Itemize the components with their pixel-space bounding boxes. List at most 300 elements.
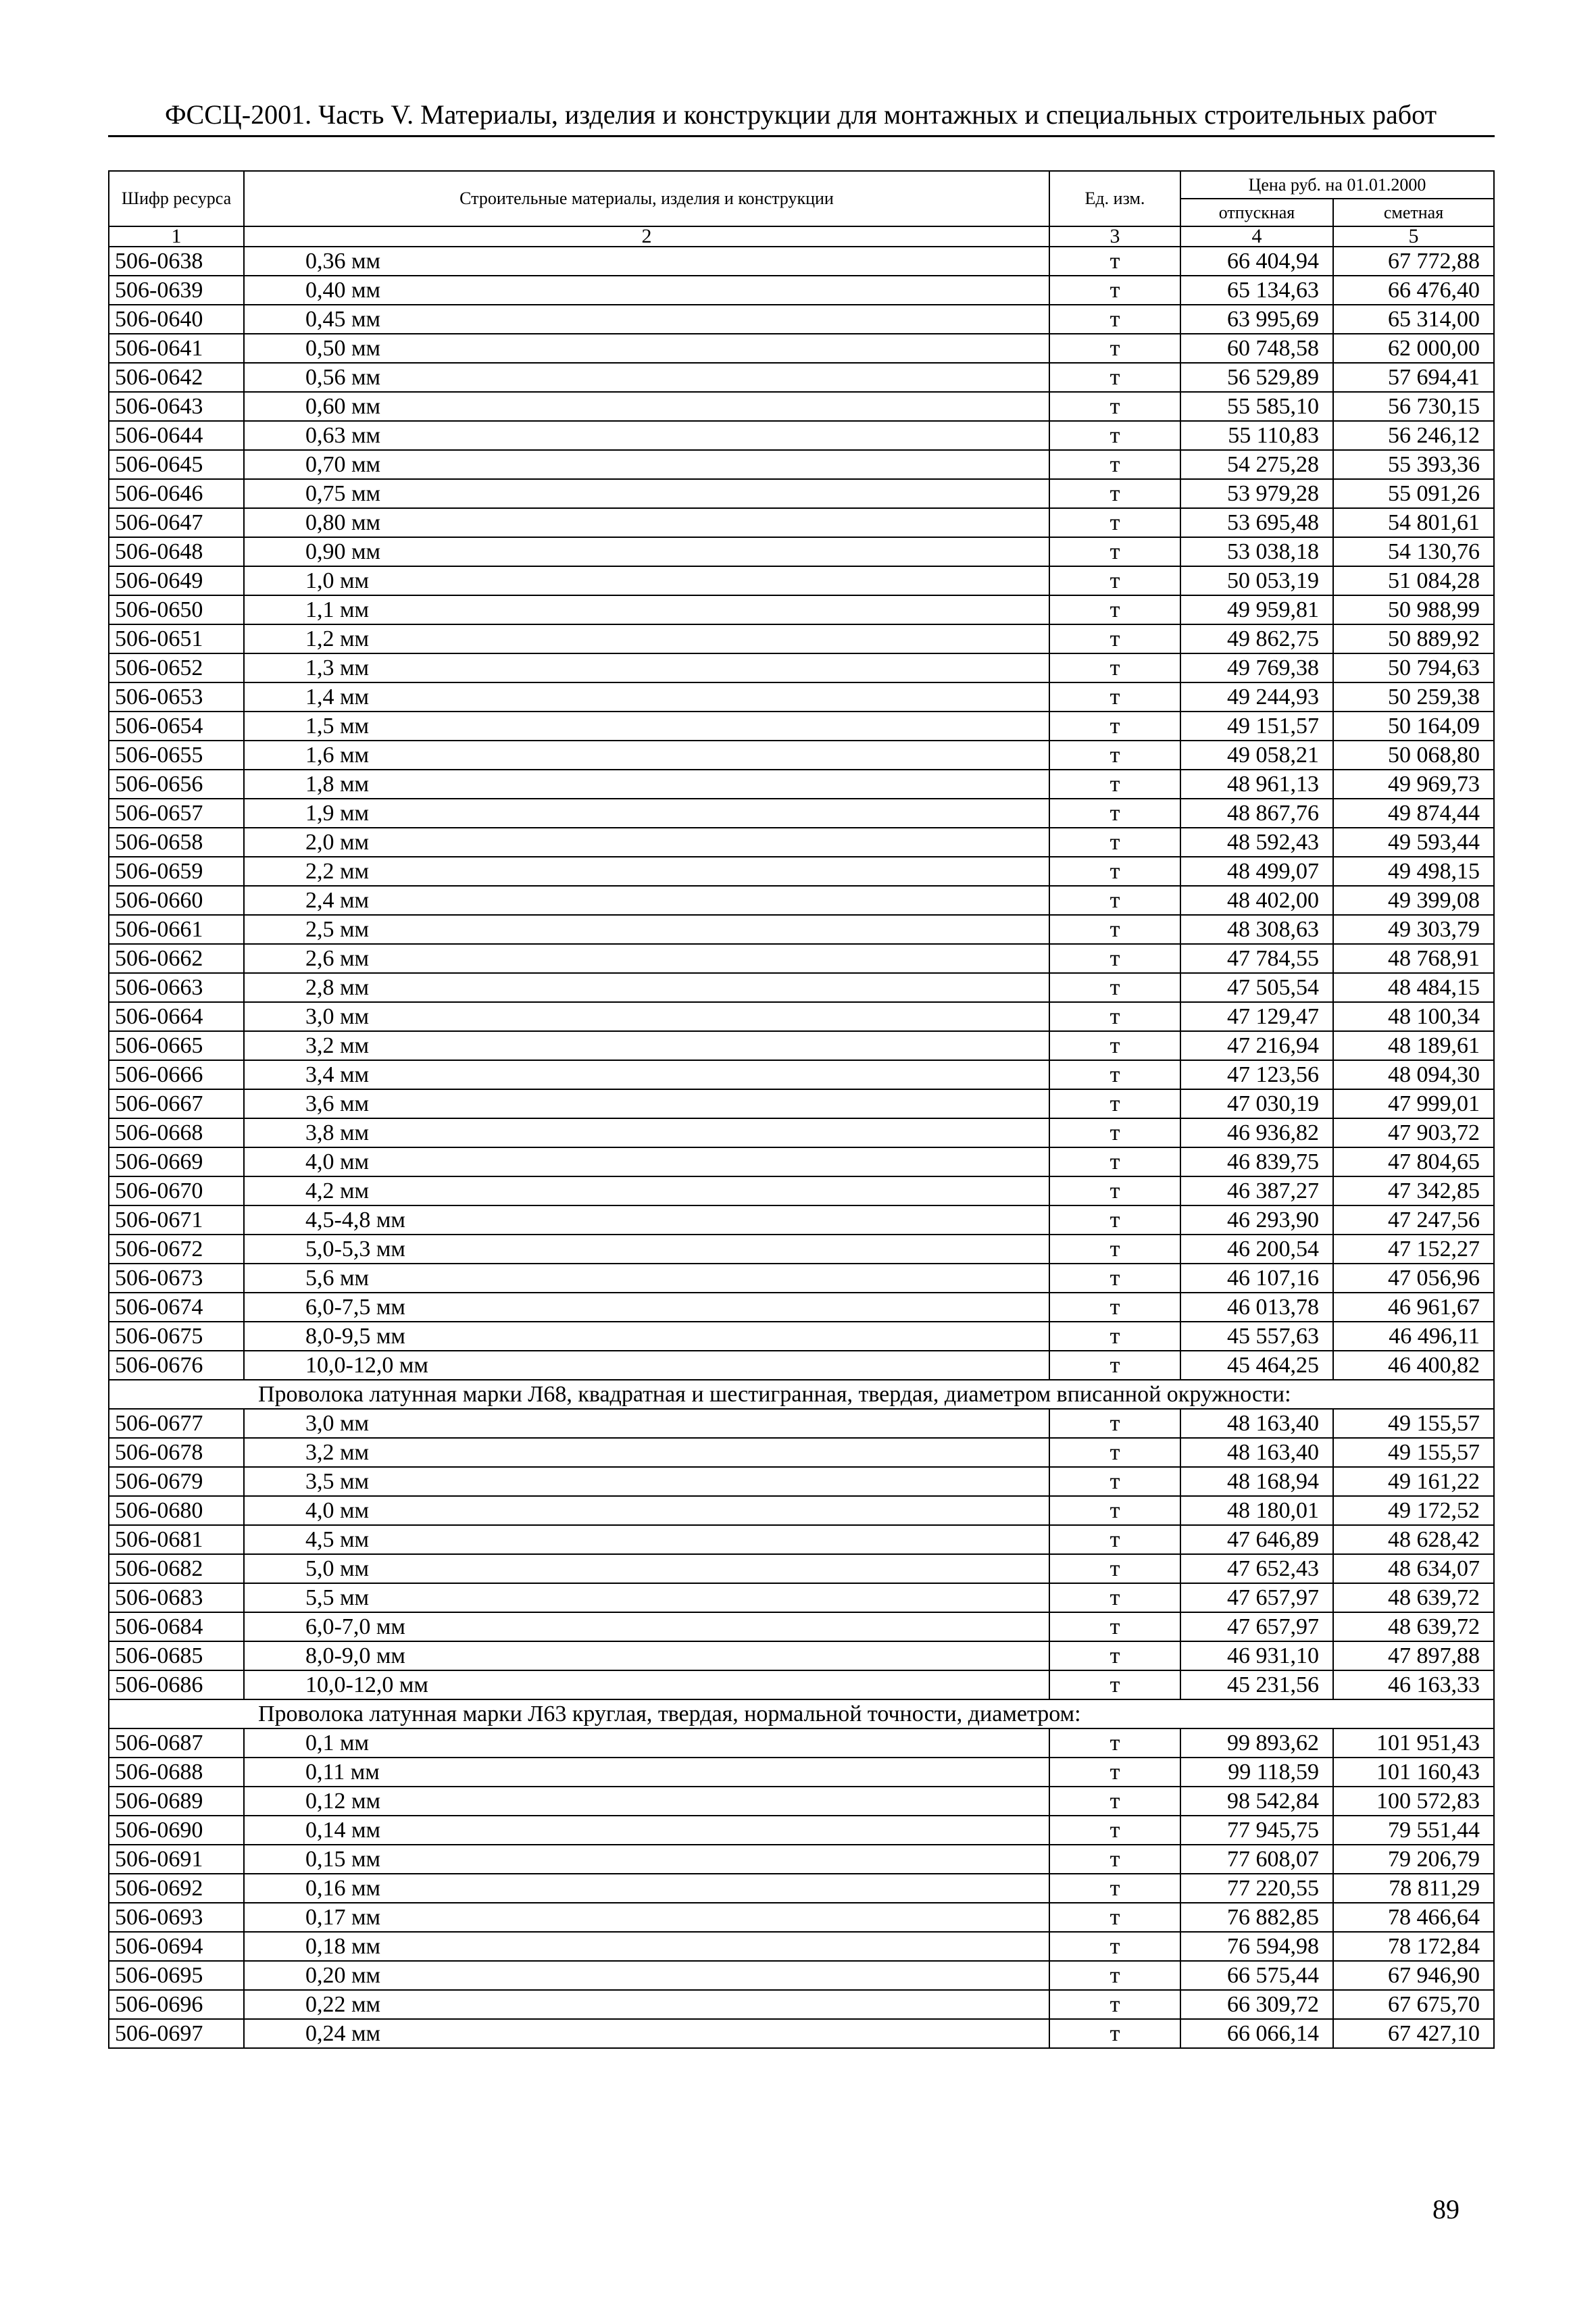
cell-code: 506-0695 xyxy=(109,1961,244,1990)
table-row xyxy=(109,1554,1494,1583)
cell-code: 506-0647 xyxy=(109,508,244,537)
cell-estimate-price: 47 247,56 xyxy=(1333,1205,1494,1235)
cell-estimate-price: 47 897,88 xyxy=(1333,1641,1494,1670)
cell-name: 0,40 мм xyxy=(244,276,1049,305)
cell-code: 506-0645 xyxy=(109,450,244,479)
table-row xyxy=(109,1089,1494,1118)
table-header xyxy=(109,171,1494,247)
cell-name: 2,2 мм xyxy=(244,857,1049,886)
cell-unit: т xyxy=(1049,915,1180,944)
table-row xyxy=(109,624,1494,653)
cell-name: 2,0 мм xyxy=(244,828,1049,857)
cell-unit: т xyxy=(1049,1874,1180,1903)
cell-name: 0,18 мм xyxy=(244,1932,1049,1961)
cell-release-price: 66 404,94 xyxy=(1180,247,1333,276)
cell-unit: т xyxy=(1049,450,1180,479)
cell-release-price: 46 839,75 xyxy=(1180,1147,1333,1176)
table-row xyxy=(109,1932,1494,1961)
cell-code: 506-0665 xyxy=(109,1031,244,1060)
cell-code: 506-0692 xyxy=(109,1874,244,1903)
cell-release-price: 48 168,94 xyxy=(1180,1467,1333,1496)
cell-name: 0,60 мм xyxy=(244,392,1049,421)
cell-unit: т xyxy=(1049,944,1180,973)
table-row xyxy=(109,1235,1494,1264)
cell-code: 506-0681 xyxy=(109,1525,244,1554)
cell-name: 4,5 мм xyxy=(244,1525,1049,1554)
cell-code: 506-0693 xyxy=(109,1903,244,1932)
cell-code: 506-0684 xyxy=(109,1612,244,1641)
cell-release-price: 48 592,43 xyxy=(1180,828,1333,857)
cell-name: 10,0-12,0 мм xyxy=(244,1351,1049,1380)
cell-name: 4,2 мм xyxy=(244,1176,1049,1205)
cell-name: 0,20 мм xyxy=(244,1961,1049,1990)
cell-release-price: 77 945,75 xyxy=(1180,1816,1333,1845)
cell-name: 3,5 мм xyxy=(244,1467,1049,1496)
cell-estimate-price: 79 551,44 xyxy=(1333,1816,1494,1845)
cell-unit: т xyxy=(1049,682,1180,712)
table-row xyxy=(109,537,1494,566)
cell-estimate-price: 48 634,07 xyxy=(1333,1554,1494,1583)
cell-release-price: 46 936,82 xyxy=(1180,1118,1333,1147)
table-row xyxy=(109,1351,1494,1380)
cell-code: 506-0685 xyxy=(109,1641,244,1670)
cell-unit: т xyxy=(1049,1409,1180,1438)
cell-unit: т xyxy=(1049,1264,1180,1293)
cell-code: 506-0663 xyxy=(109,973,244,1002)
cell-estimate-price: 48 484,15 xyxy=(1333,973,1494,1002)
cell-release-price: 99 893,62 xyxy=(1180,1728,1333,1758)
cell-name: 2,8 мм xyxy=(244,973,1049,1002)
cell-estimate-price: 49 303,79 xyxy=(1333,915,1494,944)
table-row xyxy=(109,741,1494,770)
cell-unit: т xyxy=(1049,1583,1180,1612)
cell-estimate-price: 47 152,27 xyxy=(1333,1235,1494,1264)
cell-name: 1,4 мм xyxy=(244,682,1049,712)
cell-code: 506-0656 xyxy=(109,770,244,799)
cell-unit: т xyxy=(1049,1845,1180,1874)
cell-name: 3,2 мм xyxy=(244,1031,1049,1060)
table-row xyxy=(109,363,1494,392)
cell-code: 506-0683 xyxy=(109,1583,244,1612)
table-row xyxy=(109,450,1494,479)
cell-release-price: 99 118,59 xyxy=(1180,1758,1333,1787)
cell-estimate-price: 48 189,61 xyxy=(1333,1031,1494,1060)
cell-estimate-price: 50 068,80 xyxy=(1333,741,1494,770)
table-row xyxy=(109,508,1494,537)
cell-estimate-price: 48 639,72 xyxy=(1333,1583,1494,1612)
table-row xyxy=(109,1264,1494,1293)
cell-code: 506-0679 xyxy=(109,1467,244,1496)
cell-unit: т xyxy=(1049,1758,1180,1787)
cell-estimate-price: 48 628,42 xyxy=(1333,1525,1494,1554)
col-header-estimate: сметная xyxy=(1333,199,1494,226)
table-row xyxy=(109,1728,1494,1758)
cell-estimate-price: 49 874,44 xyxy=(1333,799,1494,828)
cell-code: 506-0677 xyxy=(109,1409,244,1438)
cell-name: 3,4 мм xyxy=(244,1060,1049,1089)
cell-estimate-price: 48 094,30 xyxy=(1333,1060,1494,1089)
cell-unit: т xyxy=(1049,1961,1180,1990)
cell-estimate-price: 51 084,28 xyxy=(1333,566,1494,595)
cell-release-price: 47 505,54 xyxy=(1180,973,1333,1002)
cell-name: 3,2 мм xyxy=(244,1438,1049,1467)
cell-name: 3,6 мм xyxy=(244,1089,1049,1118)
cell-name: 4,0 мм xyxy=(244,1496,1049,1525)
col-header-release: отпускная xyxy=(1180,199,1333,226)
cell-unit: т xyxy=(1049,1002,1180,1031)
cell-name: 1,6 мм xyxy=(244,741,1049,770)
cell-estimate-price: 49 593,44 xyxy=(1333,828,1494,857)
cell-release-price: 48 402,00 xyxy=(1180,886,1333,915)
cell-name: 0,50 мм xyxy=(244,334,1049,363)
section-heading: Проволока латунная марки Л63 круглая, твердая, нормальной точности, диаметром: xyxy=(109,1699,1494,1728)
cell-code: 506-0652 xyxy=(109,653,244,682)
cell-code: 506-0648 xyxy=(109,537,244,566)
cell-code: 506-0674 xyxy=(109,1293,244,1322)
cell-name: 4,0 мм xyxy=(244,1147,1049,1176)
cell-unit: т xyxy=(1049,334,1180,363)
cell-unit: т xyxy=(1049,1293,1180,1322)
cell-release-price: 98 542,84 xyxy=(1180,1787,1333,1816)
col-number-2: 2 xyxy=(244,226,1049,247)
cell-unit: т xyxy=(1049,305,1180,334)
table-row xyxy=(109,1525,1494,1554)
cell-code: 506-0638 xyxy=(109,247,244,276)
cell-release-price: 48 163,40 xyxy=(1180,1409,1333,1438)
cell-name: 0,36 мм xyxy=(244,247,1049,276)
cell-estimate-price: 47 999,01 xyxy=(1333,1089,1494,1118)
cell-unit: т xyxy=(1049,392,1180,421)
table-row xyxy=(109,653,1494,682)
col-number-5: 5 xyxy=(1333,226,1494,247)
cell-estimate-price: 100 572,83 xyxy=(1333,1787,1494,1816)
cell-code: 506-0646 xyxy=(109,479,244,508)
cell-unit: т xyxy=(1049,595,1180,624)
cell-unit: т xyxy=(1049,886,1180,915)
cell-estimate-price: 78 466,64 xyxy=(1333,1903,1494,1932)
cell-code: 506-0670 xyxy=(109,1176,244,1205)
cell-estimate-price: 101 951,43 xyxy=(1333,1728,1494,1758)
cell-name: 5,5 мм xyxy=(244,1583,1049,1612)
table-row xyxy=(109,1496,1494,1525)
cell-code: 506-0657 xyxy=(109,799,244,828)
cell-unit: т xyxy=(1049,1554,1180,1583)
cell-release-price: 53 979,28 xyxy=(1180,479,1333,508)
cell-unit: т xyxy=(1049,1728,1180,1758)
col-header-price: Цена руб. на 01.01.2000 xyxy=(1180,171,1494,199)
cell-name: 5,0 мм xyxy=(244,1554,1049,1583)
cell-release-price: 76 882,85 xyxy=(1180,1903,1333,1932)
cell-code: 506-0676 xyxy=(109,1351,244,1380)
table-row xyxy=(109,712,1494,741)
cell-estimate-price: 48 639,72 xyxy=(1333,1612,1494,1641)
cell-unit: т xyxy=(1049,828,1180,857)
cell-code: 506-0667 xyxy=(109,1089,244,1118)
header-rule xyxy=(108,135,1495,137)
table-row xyxy=(109,566,1494,595)
cell-estimate-price: 50 164,09 xyxy=(1333,712,1494,741)
cell-unit: т xyxy=(1049,276,1180,305)
cell-code: 506-0671 xyxy=(109,1205,244,1235)
cell-release-price: 53 695,48 xyxy=(1180,508,1333,537)
cell-estimate-price: 78 172,84 xyxy=(1333,1932,1494,1961)
cell-unit: т xyxy=(1049,1816,1180,1845)
cell-estimate-price: 48 100,34 xyxy=(1333,1002,1494,1031)
cell-unit: т xyxy=(1049,1467,1180,1496)
cell-estimate-price: 49 498,15 xyxy=(1333,857,1494,886)
cell-name: 8,0-9,5 мм xyxy=(244,1322,1049,1351)
cell-unit: т xyxy=(1049,1787,1180,1816)
table-row xyxy=(109,1147,1494,1176)
cell-release-price: 50 053,19 xyxy=(1180,566,1333,595)
cell-code: 506-0639 xyxy=(109,276,244,305)
cell-code: 506-0697 xyxy=(109,2019,244,2048)
cell-release-price: 49 151,57 xyxy=(1180,712,1333,741)
table-row xyxy=(109,1060,1494,1089)
cell-unit: т xyxy=(1049,1089,1180,1118)
cell-unit: т xyxy=(1049,1351,1180,1380)
cell-release-price: 47 784,55 xyxy=(1180,944,1333,973)
cell-code: 506-0687 xyxy=(109,1728,244,1758)
cell-release-price: 48 163,40 xyxy=(1180,1438,1333,1467)
cell-estimate-price: 46 496,11 xyxy=(1333,1322,1494,1351)
cell-release-price: 65 134,63 xyxy=(1180,276,1333,305)
cell-unit: т xyxy=(1049,857,1180,886)
cell-code: 506-0654 xyxy=(109,712,244,741)
table-row xyxy=(109,334,1494,363)
cell-release-price: 56 529,89 xyxy=(1180,363,1333,392)
cell-unit: т xyxy=(1049,2019,1180,2048)
cell-release-price: 49 959,81 xyxy=(1180,595,1333,624)
cell-release-price: 48 867,76 xyxy=(1180,799,1333,828)
cell-unit: т xyxy=(1049,1496,1180,1525)
cell-estimate-price: 50 889,92 xyxy=(1333,624,1494,653)
cell-name: 0,75 мм xyxy=(244,479,1049,508)
table-row xyxy=(109,1874,1494,1903)
cell-release-price: 45 231,56 xyxy=(1180,1670,1333,1699)
cell-code: 506-0686 xyxy=(109,1670,244,1699)
cell-release-price: 49 058,21 xyxy=(1180,741,1333,770)
cell-name: 1,8 мм xyxy=(244,770,1049,799)
table-row xyxy=(109,305,1494,334)
cell-unit: т xyxy=(1049,799,1180,828)
page-header: ФССЦ-2001. Часть V. Материалы, изделия и конструкции для монтажных и специальных строительных работ xyxy=(164,99,1437,130)
cell-estimate-price: 54 130,76 xyxy=(1333,537,1494,566)
table-row xyxy=(109,973,1494,1002)
cell-estimate-price: 66 476,40 xyxy=(1333,276,1494,305)
table-row xyxy=(109,1990,1494,2019)
cell-estimate-price: 47 903,72 xyxy=(1333,1118,1494,1147)
cell-release-price: 55 585,10 xyxy=(1180,392,1333,421)
cell-name: 5,0-5,3 мм xyxy=(244,1235,1049,1264)
cell-unit: т xyxy=(1049,1235,1180,1264)
cell-code: 506-0653 xyxy=(109,682,244,712)
price-table xyxy=(108,170,1495,2049)
cell-name: 3,8 мм xyxy=(244,1118,1049,1147)
table-row xyxy=(109,1583,1494,1612)
cell-unit: т xyxy=(1049,741,1180,770)
cell-name: 1,3 мм xyxy=(244,653,1049,682)
table-row xyxy=(109,1205,1494,1235)
cell-code: 506-0675 xyxy=(109,1322,244,1351)
cell-name: 0,12 мм xyxy=(244,1787,1049,1816)
cell-code: 506-0666 xyxy=(109,1060,244,1089)
cell-release-price: 66 575,44 xyxy=(1180,1961,1333,1990)
cell-name: 2,6 мм xyxy=(244,944,1049,973)
cell-unit: т xyxy=(1049,1118,1180,1147)
cell-code: 506-0682 xyxy=(109,1554,244,1583)
cell-unit: т xyxy=(1049,653,1180,682)
cell-name: 5,6 мм xyxy=(244,1264,1049,1293)
cell-release-price: 48 961,13 xyxy=(1180,770,1333,799)
cell-unit: т xyxy=(1049,1990,1180,2019)
table-row xyxy=(109,276,1494,305)
cell-release-price: 48 180,01 xyxy=(1180,1496,1333,1525)
cell-estimate-price: 65 314,00 xyxy=(1333,305,1494,334)
cell-name: 0,16 мм xyxy=(244,1874,1049,1903)
col-header-name: Строительные материалы, изделия и конструкции xyxy=(244,171,1049,226)
table-row xyxy=(109,1176,1494,1205)
table-body xyxy=(109,247,1494,2048)
table-row xyxy=(109,770,1494,799)
cell-code: 506-0664 xyxy=(109,1002,244,1031)
cell-unit: т xyxy=(1049,1438,1180,1467)
cell-name: 0,22 мм xyxy=(244,1990,1049,2019)
cell-unit: т xyxy=(1049,421,1180,450)
cell-name: 0,70 мм xyxy=(244,450,1049,479)
table-row xyxy=(109,1845,1494,1874)
cell-estimate-price: 50 794,63 xyxy=(1333,653,1494,682)
cell-name: 10,0-12,0 мм xyxy=(244,1670,1049,1699)
cell-estimate-price: 56 246,12 xyxy=(1333,421,1494,450)
cell-unit: т xyxy=(1049,566,1180,595)
cell-estimate-price: 49 155,57 xyxy=(1333,1438,1494,1467)
cell-estimate-price: 49 172,52 xyxy=(1333,1496,1494,1525)
cell-unit: т xyxy=(1049,1176,1180,1205)
section-heading-row xyxy=(109,1699,1494,1728)
cell-code: 506-0696 xyxy=(109,1990,244,2019)
cell-unit: т xyxy=(1049,624,1180,653)
cell-code: 506-0662 xyxy=(109,944,244,973)
cell-name: 0,45 мм xyxy=(244,305,1049,334)
cell-release-price: 46 200,54 xyxy=(1180,1235,1333,1264)
table-row xyxy=(109,1670,1494,1699)
cell-estimate-price: 101 160,43 xyxy=(1333,1758,1494,1787)
cell-release-price: 47 030,19 xyxy=(1180,1089,1333,1118)
cell-estimate-price: 49 161,22 xyxy=(1333,1467,1494,1496)
cell-release-price: 54 275,28 xyxy=(1180,450,1333,479)
cell-name: 3,0 мм xyxy=(244,1002,1049,1031)
cell-release-price: 49 769,38 xyxy=(1180,653,1333,682)
cell-unit: т xyxy=(1049,508,1180,537)
cell-estimate-price: 67 946,90 xyxy=(1333,1961,1494,1990)
cell-unit: т xyxy=(1049,1612,1180,1641)
table-row xyxy=(109,1438,1494,1467)
cell-name: 4,5-4,8 мм xyxy=(244,1205,1049,1235)
cell-release-price: 47 123,56 xyxy=(1180,1060,1333,1089)
cell-name: 0,24 мм xyxy=(244,2019,1049,2048)
cell-estimate-price: 49 399,08 xyxy=(1333,886,1494,915)
cell-estimate-price: 67 427,10 xyxy=(1333,2019,1494,2048)
cell-code: 506-0689 xyxy=(109,1787,244,1816)
cell-code: 506-0651 xyxy=(109,624,244,653)
table-row xyxy=(109,857,1494,886)
cell-code: 506-0672 xyxy=(109,1235,244,1264)
cell-name: 0,11 мм xyxy=(244,1758,1049,1787)
cell-code: 506-0688 xyxy=(109,1758,244,1787)
cell-release-price: 77 608,07 xyxy=(1180,1845,1333,1874)
cell-name: 3,0 мм xyxy=(244,1409,1049,1438)
cell-release-price: 63 995,69 xyxy=(1180,305,1333,334)
cell-estimate-price: 55 393,36 xyxy=(1333,450,1494,479)
cell-name: 1,5 мм xyxy=(244,712,1049,741)
cell-release-price: 47 646,89 xyxy=(1180,1525,1333,1554)
table-row xyxy=(109,1641,1494,1670)
cell-release-price: 66 066,14 xyxy=(1180,2019,1333,2048)
cell-code: 506-0680 xyxy=(109,1496,244,1525)
cell-release-price: 55 110,83 xyxy=(1180,421,1333,450)
table-row xyxy=(109,479,1494,508)
cell-name: 0,90 мм xyxy=(244,537,1049,566)
cell-unit: т xyxy=(1049,247,1180,276)
cell-name: 6,0-7,0 мм xyxy=(244,1612,1049,1641)
cell-name: 2,4 мм xyxy=(244,886,1049,915)
table-row xyxy=(109,1031,1494,1060)
cell-name: 0,80 мм xyxy=(244,508,1049,537)
cell-code: 506-0678 xyxy=(109,1438,244,1467)
cell-unit: т xyxy=(1049,1205,1180,1235)
table-row xyxy=(109,1467,1494,1496)
cell-estimate-price: 47 804,65 xyxy=(1333,1147,1494,1176)
cell-name: 1,1 мм xyxy=(244,595,1049,624)
cell-unit: т xyxy=(1049,973,1180,1002)
table-row xyxy=(109,1293,1494,1322)
table-row xyxy=(109,1612,1494,1641)
cell-unit: т xyxy=(1049,1525,1180,1554)
cell-unit: т xyxy=(1049,1903,1180,1932)
section-heading: Проволока латунная марки Л68, квадратная и шестигранная, твердая, диаметром вписанной окружности: xyxy=(109,1380,1494,1409)
cell-release-price: 45 557,63 xyxy=(1180,1322,1333,1351)
col-header-unit: Ед. изм. xyxy=(1049,171,1180,226)
cell-unit: т xyxy=(1049,1322,1180,1351)
cell-release-price: 60 748,58 xyxy=(1180,334,1333,363)
cell-unit: т xyxy=(1049,1031,1180,1060)
cell-unit: т xyxy=(1049,1932,1180,1961)
cell-release-price: 46 387,27 xyxy=(1180,1176,1333,1205)
table-row xyxy=(109,799,1494,828)
col-header-code: Шифр ресурса xyxy=(109,171,244,226)
cell-unit: т xyxy=(1049,1670,1180,1699)
section-heading-row xyxy=(109,1380,1494,1409)
cell-release-price: 49 862,75 xyxy=(1180,624,1333,653)
col-number-3: 3 xyxy=(1049,226,1180,247)
cell-release-price: 47 652,43 xyxy=(1180,1554,1333,1583)
cell-release-price: 45 464,25 xyxy=(1180,1351,1333,1380)
cell-estimate-price: 49 155,57 xyxy=(1333,1409,1494,1438)
cell-estimate-price: 56 730,15 xyxy=(1333,392,1494,421)
table-row xyxy=(109,1961,1494,1990)
cell-code: 506-0644 xyxy=(109,421,244,450)
cell-estimate-price: 78 811,29 xyxy=(1333,1874,1494,1903)
cell-release-price: 47 657,97 xyxy=(1180,1583,1333,1612)
table-row xyxy=(109,1816,1494,1845)
cell-release-price: 66 309,72 xyxy=(1180,1990,1333,2019)
cell-code: 506-0642 xyxy=(109,363,244,392)
cell-estimate-price: 62 000,00 xyxy=(1333,334,1494,363)
table-row xyxy=(109,682,1494,712)
cell-code: 506-0643 xyxy=(109,392,244,421)
cell-unit: т xyxy=(1049,363,1180,392)
